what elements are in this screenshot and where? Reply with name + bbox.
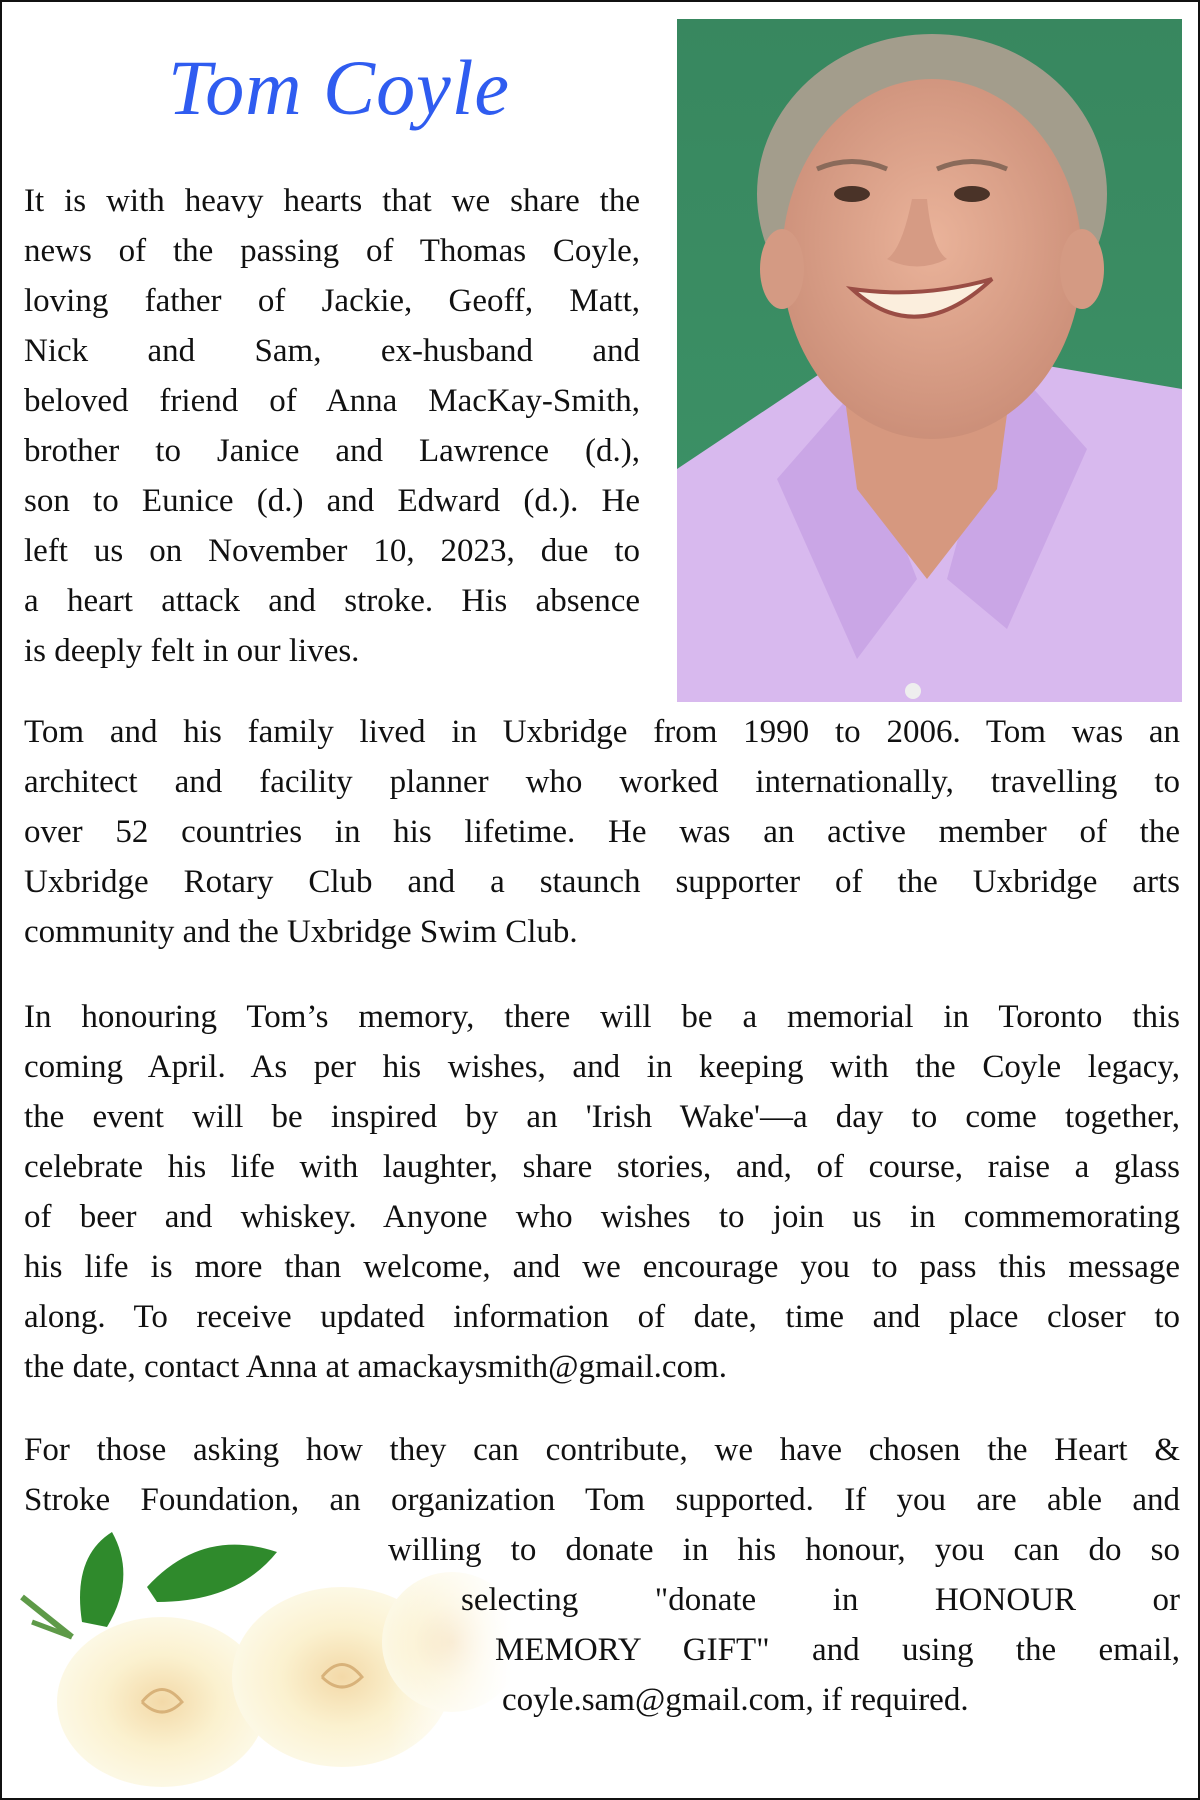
biography-line: over 52 countries in his lifetime. He was an active member of the [24, 814, 1180, 850]
biography-line: Uxbridge Rotary Club and a staunch supporter of the Uxbridge arts [24, 864, 1180, 900]
obituary-title: Tom Coyle [168, 44, 510, 131]
donation-line: willing to donate in his honour, you can do so [388, 1532, 1180, 1568]
memorial-contact-line: the date, contact Anna at amackaysmith@gmail.com. [24, 1349, 727, 1385]
intro-line: brother to Janice and Lawrence (d.), [24, 433, 640, 469]
biography-line: Tom and his family lived in Uxbridge from 1990 to 2006. Tom was an [24, 714, 1180, 750]
intro-line: a heart attack and stroke. His absence [24, 583, 640, 619]
intro-line: left us on November 10, 2023, due to [24, 533, 640, 569]
biography-line: community and the Uxbridge Swim Club. [24, 914, 578, 950]
memorial-line: along. To receive updated information of date, time and place closer to [24, 1299, 1180, 1335]
donation-line: selecting "donate in HONOUR or [461, 1582, 1180, 1618]
memorial-line: the event will be inspired by an 'Irish Wake'—a day to come together, [24, 1099, 1180, 1135]
memorial-line: of beer and whiskey. Anyone who wishes to join us in commemorating [24, 1199, 1180, 1235]
intro-line: son to Eunice (d.) and Edward (d.). He [24, 483, 640, 519]
biography-paragraph [24, 707, 1180, 957]
memorial-line: coming April. As per his wishes, and in keeping with the Coyle legacy, [24, 1049, 1180, 1085]
intro-line: is deeply felt in our lives. [24, 633, 360, 669]
intro-line: news of the passing of Thomas Coyle, [24, 233, 640, 269]
intro-line: It is with heavy hearts that we share the [24, 183, 640, 219]
donation-line: Stroke Foundation, an organization Tom supported. If you are able and [24, 1482, 1180, 1518]
donation-line: MEMORY GIFT" and using the email, [495, 1632, 1180, 1668]
biography-line: architect and facility planner who worked internationally, travelling to [24, 764, 1180, 800]
donation-line: For those asking how they can contribute, we have chosen the Heart & [24, 1432, 1180, 1468]
memorial-line: celebrate his life with laughter, share stories, and, of course, raise a glass [24, 1149, 1180, 1185]
donation-paragraph [24, 1425, 1180, 1725]
intro-line: beloved friend of Anna MacKay-Smith, [24, 383, 640, 419]
portrait-illustration-icon [677, 19, 1182, 702]
memorial-line: In honouring Tom’s memory, there will be a memorial in Toronto this [24, 999, 1180, 1035]
donation-email-line: coyle.sam@gmail.com, if required. [502, 1682, 969, 1718]
memorial-line: his life is more than welcome, and we encourage you to pass this message [24, 1249, 1180, 1285]
portrait-photo [677, 19, 1182, 702]
intro-paragraph [24, 176, 640, 676]
memorial-paragraph [24, 992, 1180, 1392]
intro-line: Nick and Sam, ex-husband and [24, 333, 640, 369]
intro-line: loving father of Jackie, Geoff, Matt, [24, 283, 640, 319]
